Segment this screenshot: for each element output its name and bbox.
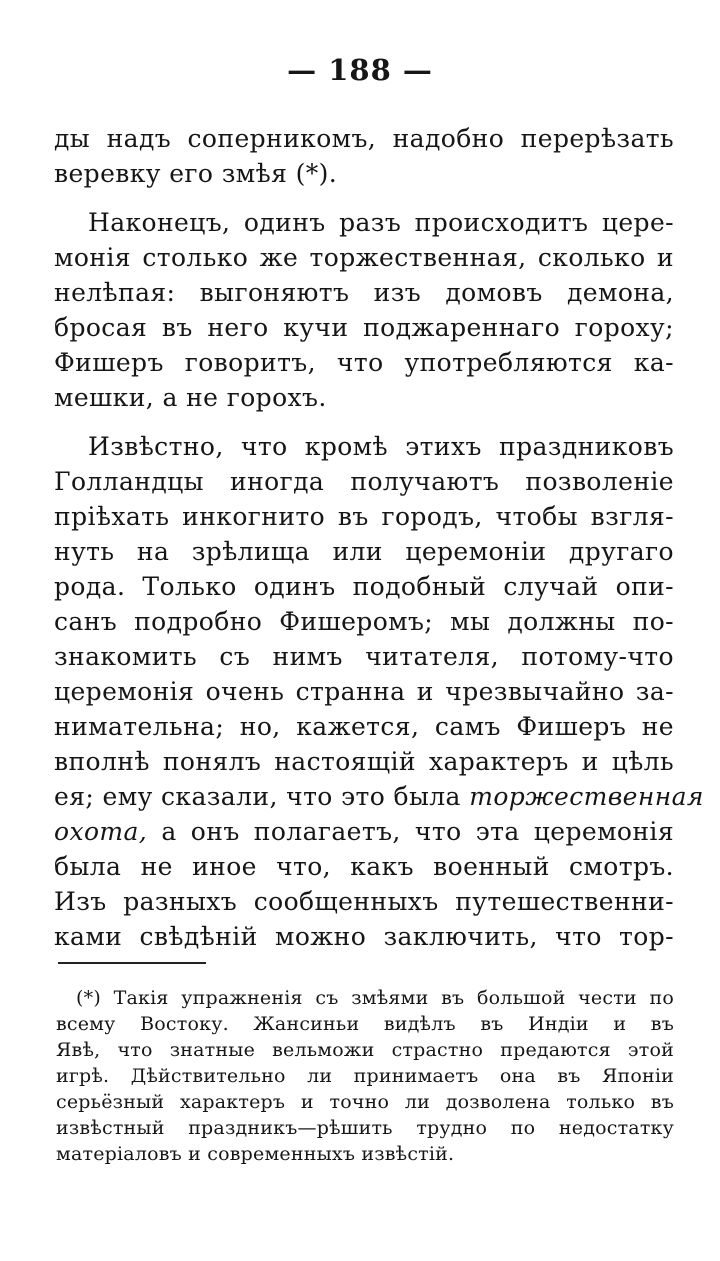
text-line: Фишеръ говоритъ, что употребляются ка-: [54, 348, 674, 377]
text-line: ды надъ соперникомъ, надобно перерѣзать: [54, 124, 674, 153]
text-line: Изъ разныхъ сообщенныхъ путешественни-: [54, 887, 674, 916]
italic-phrase: торжественная: [469, 782, 704, 811]
text-line: нуть на зрѣлища или церемоніи другаго: [54, 537, 674, 566]
footnote: [56, 985, 674, 1167]
text-line: Извѣстно, что кромѣ этихъ праздниковъ: [88, 432, 674, 461]
text-line: пріѣхать инкогнито въ городъ, чтобы взгля-: [54, 502, 674, 531]
body-text: [54, 121, 704, 954]
text-fragment: а онъ полагаетъ, что эта церемонія: [147, 817, 674, 846]
footnote-line: всему Востоку. Жансиньи видѣлъ въ Индіи и въ: [56, 1013, 674, 1035]
text-line: знакомить съ нимъ читателя, потому-что: [54, 642, 674, 671]
text-line-with-italic: [54, 814, 674, 849]
italic-phrase: охота,: [54, 817, 148, 846]
page-number: — 188 —: [287, 53, 433, 87]
text-line: нелѣпая: выгоняютъ изъ домовъ демона,: [54, 278, 674, 307]
text-line: рода. Только одинъ подобный случай опи-: [54, 572, 674, 601]
text-line-with-italic: [54, 779, 704, 814]
text-line: Голландцы иногда получаютъ позволеніе: [54, 467, 674, 496]
footnote-line: матеріаловъ и современныхъ извѣстій.: [56, 1143, 455, 1165]
text-line: была не иное что, какъ военный смотръ.: [54, 852, 674, 881]
footnote-line: серьёзный характеръ и точно ли дозволена только въ: [56, 1091, 674, 1113]
text-fragment: ея; ему сказали, что это была: [54, 782, 461, 811]
text-line: вполнѣ понялъ настоящій характеръ и цѣль: [54, 747, 674, 776]
footnote-rule: [58, 962, 206, 964]
text-line: нимательна; но, кажется, самъ Фишеръ не: [54, 712, 674, 741]
text-line: монія столько же торжественная, сколько и: [54, 243, 674, 272]
text-line: мешки, а не горохъ.: [54, 383, 327, 412]
text-line: веревку его змѣя (*).: [54, 159, 338, 188]
footnote-line: (*) Такія упражненія съ змѣями въ большой чести по: [76, 987, 674, 1009]
text-line: Наконецъ, одинъ разъ происходитъ цере-: [88, 208, 674, 237]
text-line: церемонія очень странна и чрезвычайно за-: [54, 677, 674, 706]
text-line: ками свѣдѣній можно заключить, что тор-: [54, 922, 674, 951]
footnote-line: извѣстный праздникъ—рѣшить трудно по недостатку: [56, 1117, 674, 1139]
footnote-line: Явѣ, что знатные вельможи страстно предаются этой: [56, 1039, 674, 1061]
text-line: бросая въ него кучи поджареннаго гороху;: [54, 313, 674, 342]
footnote-line: игрѣ. Дѣйствительно ли принимаетъ она въ Японіи: [56, 1065, 674, 1087]
text-line: санъ подробно Фишеромъ; мы должны по-: [54, 607, 674, 636]
